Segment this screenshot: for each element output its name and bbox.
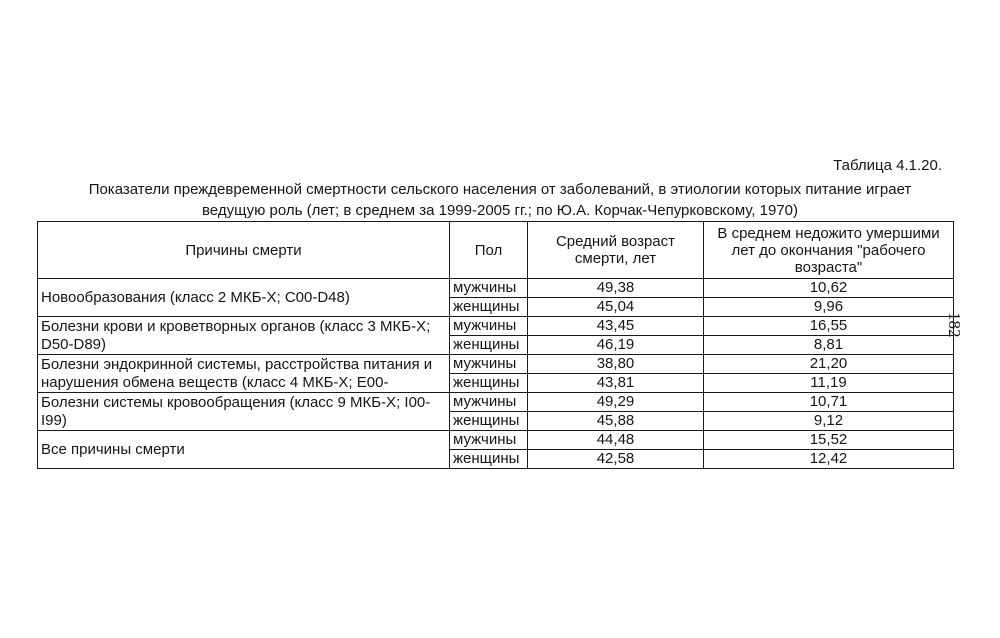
sex-cell: женщины [450,450,528,469]
age-cell: 46,19 [528,336,704,355]
header-sex: Пол [450,222,528,279]
years-lost-cell: 12,42 [704,450,954,469]
table-header-row [38,222,954,279]
caption-line: Показатели преждевременной смертности сельского населения от заболеваний, в этиологии которых питание играет [88,181,912,198]
table-row [38,431,954,450]
age-cell: 38,80 [528,355,704,374]
cause-neoplasms: Новообразования (класс 2 МКБ-Х; С00-D48) [38,279,450,317]
age-cell: 45,88 [528,412,704,431]
sex-cell: женщины [450,298,528,317]
age-cell: 44,48 [528,431,704,450]
sex-cell: мужчины [450,431,528,450]
page-number: 182 [945,312,964,338]
sex-cell: женщины [450,374,528,393]
cause-endocrine-diseases: Болезни эндокринной системы, расстройства питания и нарушения обмена веществ (класс 4 МКБ-Х; Е00- [38,355,450,393]
age-cell: 43,45 [528,317,704,336]
age-cell: 49,38 [528,279,704,298]
header-age: Средний возраст смерти, лет [528,222,704,279]
sex-cell: мужчины [450,317,528,336]
age-cell: 49,29 [528,393,704,412]
years-lost-cell: 9,12 [704,412,954,431]
years-lost-cell: 10,71 [704,393,954,412]
years-lost-cell: 21,20 [704,355,954,374]
cause-all-causes: Все причины смерти [38,431,450,469]
years-lost-cell: 10,62 [704,279,954,298]
years-lost-cell: 8,81 [704,336,954,355]
sex-cell: женщины [450,412,528,431]
table-label: Таблица 4.1.20. [833,157,942,174]
sex-cell: мужчины [450,393,528,412]
cause-circulatory-diseases: Болезни системы кровообращения (класс 9 МКБ-Х; I00-I99) [38,393,450,431]
age-cell: 43,81 [528,374,704,393]
sex-cell: женщины [450,336,528,355]
header-cause: Причины смерти [38,222,450,279]
years-lost-cell: 11,19 [704,374,954,393]
cause-blood-diseases: Болезни крови и кроветворных органов (класс 3 МКБ-Х; D50-D89) [38,317,450,355]
sex-cell: мужчины [450,355,528,374]
age-cell: 45,04 [528,298,704,317]
caption-line: ведущую роль (лет; в среднем за 1999-2005 гг.; по Ю.А. Корчак-Чепурковскому, 1970) [202,202,798,219]
mortality-table [37,221,954,469]
years-lost-cell: 16,55 [704,317,954,336]
years-lost-cell: 9,96 [704,298,954,317]
table-row [38,393,954,412]
header-years-lost: В среднем недожито умершими лет до окончания "рабочего возраста" [704,222,954,279]
table-row [38,355,954,374]
table-caption [40,179,960,221]
table-row [38,317,954,336]
table-row [38,279,954,298]
years-lost-cell: 15,52 [704,431,954,450]
age-cell: 42,58 [528,450,704,469]
sex-cell: мужчины [450,279,528,298]
